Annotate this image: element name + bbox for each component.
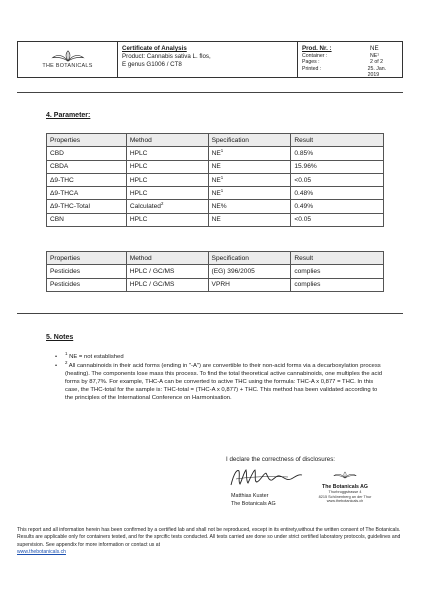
method-cell-text: HPLC bbox=[129, 189, 148, 197]
property-cell-text: Δ9-THC-Total bbox=[50, 203, 90, 211]
method-cell bbox=[126, 147, 208, 160]
specification-cell bbox=[208, 160, 291, 173]
method-cell-text: HPLC bbox=[129, 216, 148, 224]
method-cell bbox=[126, 200, 208, 213]
company-logo bbox=[18, 42, 118, 77]
table-row bbox=[47, 173, 384, 186]
footnote-marker: 1 bbox=[65, 351, 68, 357]
property-cell bbox=[47, 147, 127, 160]
method-cell-text: HPLC bbox=[129, 163, 148, 171]
result-cell bbox=[291, 265, 384, 278]
table-row bbox=[47, 160, 384, 173]
stamp-company-name: The Botanicals AG bbox=[322, 484, 368, 490]
table-header-row bbox=[47, 252, 384, 265]
result-cell bbox=[291, 213, 384, 226]
column-header: Result bbox=[291, 134, 384, 147]
result-cell bbox=[291, 147, 384, 160]
notes-list bbox=[55, 353, 385, 403]
result-cell bbox=[291, 200, 384, 213]
property-cell-text: Pesticides bbox=[50, 267, 81, 275]
column-header: Properties bbox=[47, 252, 127, 265]
method-cell-text: Calculated bbox=[129, 203, 161, 211]
property-cell bbox=[47, 173, 127, 186]
container-value: NE¹ bbox=[370, 53, 379, 59]
result-cell bbox=[291, 187, 384, 200]
property-cell-text: CBN bbox=[50, 216, 64, 224]
footnote-marker: 1 bbox=[220, 174, 224, 180]
column-header: Method bbox=[126, 252, 208, 265]
method-cell bbox=[126, 160, 208, 173]
method-cell bbox=[126, 278, 208, 291]
note-text bbox=[65, 353, 124, 361]
signer-company: The Botanicals AG bbox=[231, 500, 276, 507]
result-cell bbox=[291, 160, 384, 173]
signer-name: Matthias Kuster bbox=[231, 493, 269, 499]
note-body: NE = not established bbox=[67, 354, 124, 360]
header-meta-block bbox=[298, 42, 402, 77]
cannabinoid-table bbox=[46, 133, 384, 227]
certificate-title: Certificate of Analysis bbox=[122, 45, 187, 52]
column-header: Method bbox=[126, 134, 208, 147]
footer-text: This report and all information herein has been confirmed by a certified lab and shall not be reproduced, except in its entirety,without the written consent of The Botanicals. Results are applicable only for containers tested, and for the sprcific tests conducted. All tests carried are done so under strict certified laboratory protocols, guidelines and supervision. See appendix for more information or contact us at bbox=[17, 527, 401, 548]
company-stamp bbox=[302, 466, 388, 504]
header-product-block bbox=[118, 42, 298, 77]
result-cell bbox=[291, 278, 384, 291]
specification-cell bbox=[208, 265, 291, 278]
notes-section-title: 5. Notes bbox=[46, 334, 74, 341]
column-header: Specification bbox=[208, 252, 291, 265]
bullet-icon: • bbox=[55, 354, 58, 360]
specification-cell-text: NE bbox=[211, 163, 221, 171]
footnote-marker: 2 bbox=[65, 360, 68, 366]
parameter-section-title: 4. Parameter: bbox=[46, 112, 91, 119]
printed-label: Printed : bbox=[302, 65, 322, 72]
result-cell-text: 0.49% bbox=[294, 203, 314, 211]
property-cell-text: CBDA bbox=[50, 163, 69, 171]
method-cell bbox=[126, 187, 208, 200]
product-line-2: E genus G1006 / CT8 bbox=[122, 61, 182, 68]
specification-cell bbox=[208, 147, 291, 160]
property-cell bbox=[47, 213, 127, 226]
stamp-web: www.thebotanicals.ch bbox=[326, 499, 364, 504]
specification-cell-text: NE bbox=[211, 176, 221, 184]
footnote-marker: 1 bbox=[220, 147, 224, 153]
result-cell-text: complies bbox=[294, 267, 321, 275]
product-line-1: Product: Cannabis sativa L. flos, bbox=[122, 53, 211, 60]
property-cell bbox=[47, 278, 127, 291]
footnote-marker: 2 bbox=[160, 200, 164, 206]
footer-disclaimer bbox=[17, 527, 405, 557]
stamp-city: 8215 Schönenberg an der Thur bbox=[318, 494, 372, 499]
prod-nr-label: Prod. Nr. : bbox=[302, 45, 332, 52]
property-cell bbox=[47, 265, 127, 278]
result-cell-text: 15.96% bbox=[294, 163, 317, 171]
specification-cell bbox=[208, 200, 291, 213]
method-cell bbox=[126, 173, 208, 186]
printed-value: 25. Jan. 2019 bbox=[367, 65, 387, 79]
pages-label: Pages : bbox=[302, 59, 320, 66]
specification-cell-text: NE bbox=[211, 189, 221, 197]
declaration-text: I declare the correctness of disclosures: bbox=[226, 456, 336, 463]
table-row bbox=[47, 278, 384, 291]
specification-cell-text: VPRH bbox=[211, 281, 230, 289]
table-row bbox=[47, 265, 384, 278]
divider bbox=[17, 92, 403, 93]
property-cell-text: Δ9-THC bbox=[50, 176, 74, 184]
botanicals-logo-icon bbox=[51, 50, 85, 62]
column-header: Result bbox=[291, 252, 384, 265]
property-cell-text: Pesticides bbox=[50, 281, 81, 289]
result-cell-text: complies bbox=[294, 281, 321, 289]
note-body: All cannabinoids in their acid forms (ending in "-A") are convertible to their non-acid forms via a decarboxylation process (heating). The components lose mass this process. To find the total theoretical active cannabinoids, one multiples the acid forms by 87,7%. For example, THC-A can be converted to active THC using the formula: THC-A x 0,877 = THC. In this case, the THC-total for the sample is: THC-total = (THC-A x 0,877) + THC. This method has been validated according to the principles of the International Conference on Harmonisation. bbox=[65, 363, 383, 402]
specification-cell bbox=[208, 187, 291, 200]
column-header: Specification bbox=[208, 134, 291, 147]
result-cell bbox=[291, 173, 384, 186]
result-cell-text: 0.85% bbox=[294, 149, 314, 157]
note-text bbox=[65, 362, 385, 402]
note-item bbox=[55, 353, 385, 361]
table-row bbox=[47, 213, 384, 226]
method-cell-text: HPLC bbox=[129, 176, 148, 184]
signer-block bbox=[231, 493, 276, 508]
property-cell bbox=[47, 160, 127, 173]
specification-cell-text: NE bbox=[211, 216, 221, 224]
pages-value: 2 of 2 bbox=[370, 59, 383, 66]
specification-cell-text: NE% bbox=[211, 203, 227, 211]
result-cell-text: <0.05 bbox=[294, 176, 312, 184]
property-cell bbox=[47, 187, 127, 200]
table-header-row bbox=[47, 134, 384, 147]
prod-nr-row bbox=[302, 45, 398, 53]
prod-nr-value: NE bbox=[370, 45, 379, 52]
method-cell-text: HPLC / GC/MS bbox=[129, 267, 175, 275]
brand-name: THE BOTANICALS bbox=[42, 63, 93, 69]
column-header: Properties bbox=[47, 134, 127, 147]
divider bbox=[17, 313, 403, 314]
property-cell bbox=[47, 200, 127, 213]
note-item bbox=[55, 362, 385, 402]
method-cell bbox=[126, 213, 208, 226]
printed-row bbox=[302, 66, 398, 79]
handwritten-signature bbox=[228, 465, 308, 489]
stamp-logo-icon bbox=[330, 471, 360, 479]
method-cell-text: HPLC / GC/MS bbox=[129, 281, 175, 289]
document-header bbox=[17, 41, 403, 78]
result-cell-text: <0.05 bbox=[294, 216, 312, 224]
footer-website-link[interactable]: www.thebotanicals.ch bbox=[17, 549, 66, 556]
specification-cell-text: NE bbox=[211, 149, 221, 157]
property-cell-text: Δ9-THCA bbox=[50, 189, 79, 197]
footnote-marker: 1 bbox=[220, 187, 224, 193]
method-cell-text: HPLC bbox=[129, 149, 148, 157]
table-row bbox=[47, 147, 384, 160]
property-cell-text: CBD bbox=[50, 149, 64, 157]
table-row bbox=[47, 187, 384, 200]
specification-cell bbox=[208, 173, 291, 186]
container-label: Container : bbox=[302, 53, 328, 59]
stamp-street: Thurbruggstrasse 4 bbox=[328, 490, 362, 494]
table-row bbox=[47, 200, 384, 213]
bullet-icon: • bbox=[55, 363, 58, 370]
specification-cell-text: (EG) 396/2005 bbox=[211, 267, 255, 275]
specification-cell bbox=[208, 278, 291, 291]
specification-cell bbox=[208, 213, 291, 226]
pesticide-table bbox=[46, 251, 384, 292]
method-cell bbox=[126, 265, 208, 278]
result-cell-text: 0.48% bbox=[294, 189, 314, 197]
